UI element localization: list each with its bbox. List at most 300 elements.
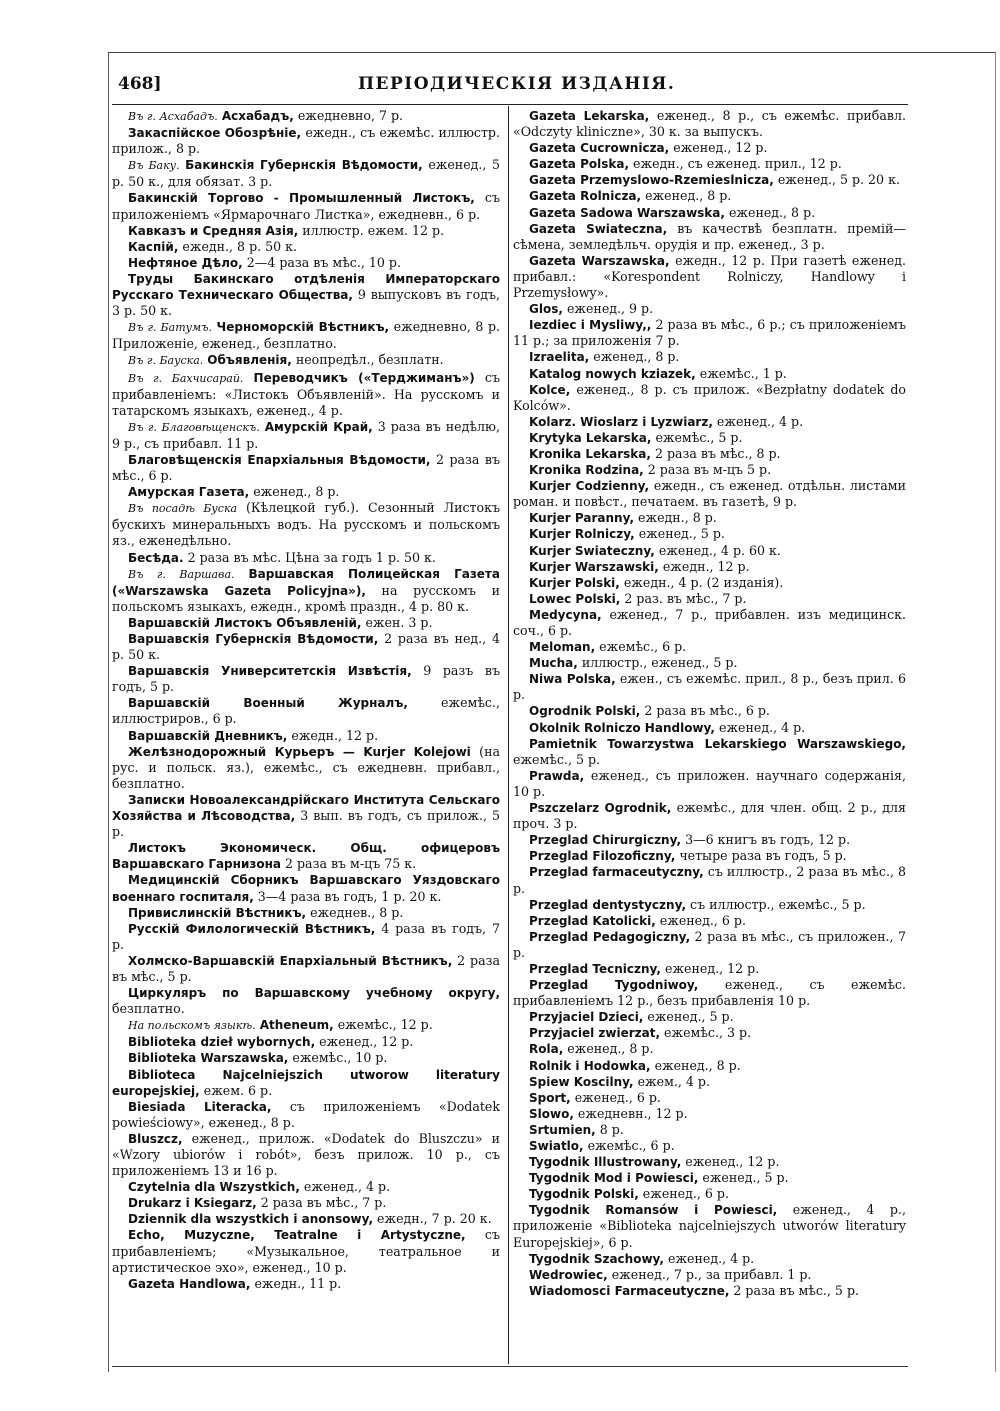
entry-title: Gazeta Polska,: [529, 157, 630, 172]
entry-title: Przyjaciel Dzieci,: [529, 1010, 644, 1025]
entry-details: ежедн., 4 р. (2 изданія).: [623, 574, 784, 590]
entry-details: еженед., 5 р. 50 к., для обязат. 3 р.: [112, 157, 500, 190]
periodical-entry: [513, 655, 906, 671]
entry-title: Tygodnik Illustrowany,: [529, 1155, 682, 1170]
entry-title: Pamietnik Towarzystwa Lekarskiego Warszawskiego,: [529, 736, 906, 751]
entry-title: Pszczelarz Ogrodnik,: [529, 801, 672, 816]
periodical-entry: [513, 510, 906, 526]
entry-title: Przeglad dentystyczny,: [529, 897, 687, 912]
periodical-entry: [513, 671, 906, 703]
periodical-entry: [513, 768, 906, 800]
entry-details: въ качествѣ безплатн. премій—сѣмена, земледѣльч. орудія и пр. еженед., 3 р.: [513, 220, 906, 252]
periodical-entry: [112, 1195, 500, 1211]
entry-title: Lowec Polski,: [529, 591, 621, 606]
entry-details: 4 раза въ годъ, 7 р.: [112, 920, 500, 952]
periodical-entry: [112, 1276, 500, 1292]
entry-title: Iezdiec i Mysliwy,,: [529, 318, 652, 333]
entry-title: Tygodnik Polski,: [529, 1187, 639, 1202]
entry-details: ежедн., 7 р. 20 к.: [377, 1211, 492, 1227]
entry-details: неопредѣл., безплатн.: [295, 352, 444, 368]
entry-location: Въ г. Бахчисарай.: [128, 371, 244, 385]
entry-title: Gazeta Swiateczna,: [529, 221, 668, 236]
entry-details: еженед., 9 р.: [566, 301, 654, 317]
periodical-entry: [513, 366, 906, 382]
page-number: 468]: [118, 74, 162, 94]
entry-details: съ иллюстр., ежемѣс., 5 р.: [690, 896, 866, 912]
periodical-entry: [513, 1074, 906, 1090]
periodical-entry: [513, 736, 906, 768]
periodical-entry: [513, 188, 906, 204]
entry-details: еженед., 8 р.: [654, 1057, 741, 1073]
entry-title: Труды Бакинскаго отдѣленія Императорскаго Русскаго Техническаго Общества,: [112, 271, 500, 303]
entry-details: 9 разъ въ годъ, 5 р.: [112, 663, 500, 695]
entry-title: Slowo,: [529, 1106, 574, 1121]
periodical-entry: [112, 157, 500, 190]
entry-title: Biblioteka dzieł wybornych,: [128, 1035, 316, 1050]
periodical-entry: [513, 639, 906, 655]
entry-details: 2 раза въ мѣс. Цѣна за годъ 1 р. 50 к.: [187, 549, 436, 565]
entry-details: иллюстр. ежем. 12 р.: [302, 222, 445, 238]
entry-title: Gazeta Lekarska,: [529, 109, 650, 123]
periodical-entry: [513, 414, 906, 430]
entry-details: ежедневно, 7 р.: [297, 108, 404, 123]
entry-title: Kronika Lekarska,: [529, 446, 651, 461]
entry-title: Медицинскій Сборникъ Варшавскаго Уяздовскаго военнаго госпиталя,: [112, 873, 500, 904]
entry-details: ежемѣс., 1 р.: [699, 365, 787, 381]
entry-details: ежем., 4 р.: [637, 1073, 710, 1089]
periodical-entry: [513, 961, 906, 977]
entry-title: Dziennik dla wszystkich i anonsowy,: [128, 1212, 374, 1227]
entry-details: ежедн., съ еженед. прил., 12 р.: [633, 156, 842, 172]
entry-details: съ прибавленіемъ; «Музыкальное, театральное и артистическое эхо», еженед., 10 р.: [112, 1227, 500, 1275]
periodical-entry: [112, 370, 500, 419]
periodical-entry: [112, 419, 500, 452]
periodical-entry: [112, 615, 500, 631]
entry-details: еженед., 4 р.: [719, 719, 806, 735]
entry-details: ежедневн., 12 р.: [577, 1105, 688, 1121]
entry-title: Biesiada Literacka,: [128, 1099, 272, 1114]
entry-details: еженед., 4 р.: [716, 413, 804, 429]
periodical-entry: [112, 695, 500, 727]
entry-details: ежеднев., 8 р.: [310, 904, 404, 920]
entry-title: Katalog nowych kziazek,: [529, 366, 696, 381]
entry-title: Kurjer Codzienny,: [529, 479, 650, 494]
periodical-entry: [513, 221, 906, 253]
entry-title: Kurjer Warszawski,: [529, 559, 659, 574]
periodical-entry: [112, 1131, 500, 1179]
entry-title: Rolnik i Hodowka,: [529, 1058, 651, 1073]
entry-title: Przeglad Tecniczny,: [529, 961, 661, 976]
entry-details: еженед., 8 р., съ ежемѣс. прибавл. «Odczyty kliniczne», 30 к. за выпускъ.: [513, 108, 906, 140]
periodical-entry: [112, 953, 500, 985]
periodical-entry: [513, 172, 906, 188]
periodical-entry: [112, 872, 500, 904]
entry-details: съ приложеніемъ «Dodatek powieściowy», еженед., 8 р.: [112, 1098, 500, 1130]
entry-title: Srtumien,: [529, 1122, 596, 1137]
entry-details: еженед., 4 р.: [668, 1250, 755, 1266]
entry-details: ежедн., 12 р. При газетѣ еженед. прибавл.: «Korespondent Rolniczy, Handlowy i Przemysłowy».: [513, 252, 906, 301]
entry-location: Въ г. Благовѣщенскъ.: [128, 420, 260, 434]
entry-details: 2 раза въ мѣс., 6 р.; съ приложеніемъ 11 р.; за приложенія 7 р.: [513, 317, 906, 349]
entry-title: Привислинскій Вѣстникъ,: [128, 905, 307, 920]
entry-title: Kurjer Paranny,: [529, 511, 635, 526]
entry-title: Biblioteca Najcelniejszich utworow literatury europejskiej,: [112, 1067, 500, 1098]
periodical-entry: [513, 108, 906, 140]
entry-details: еженед., 8 р.: [567, 1041, 654, 1057]
entry-details: ежемѣс., 6 р.: [587, 1138, 675, 1153]
entry-details: еженед., 8 р.: [253, 484, 340, 500]
periodical-entry: [513, 1202, 906, 1250]
entry-details: еженед., 4 р. 60 к.: [658, 542, 781, 558]
entry-title: Sport,: [529, 1090, 571, 1105]
column-divider: [508, 106, 509, 1364]
entry-title: Варшавская Полицейская Газета («Warszawska Gazeta Policyjna»),: [112, 566, 500, 598]
entry-title: Mucha,: [529, 656, 578, 671]
periodical-entry: [513, 1041, 906, 1057]
entry-details: съ иллюстр., 2 раза въ мѣс., 8 р.: [513, 864, 906, 896]
entry-title: Tygodnik Mod i Powiesci,: [529, 1171, 699, 1186]
entry-details: 8 р.: [599, 1121, 624, 1137]
entry-location: Въ г. Батумъ.: [128, 321, 212, 335]
periodical-entry: [513, 349, 906, 365]
entry-title: Каспій,: [128, 239, 179, 254]
periodical-entry: [112, 352, 500, 369]
entry-details: 2 раза въ мѣс., 7 р.: [260, 1195, 387, 1211]
entry-title: Варшавскій Военный Журналъ,: [128, 696, 408, 711]
periodical-entry: [513, 446, 906, 462]
entry-title: Czytelnia dla Wszystkich,: [128, 1180, 300, 1195]
periodical-entry: [513, 156, 906, 172]
entry-details: 3—6 книгъ въ годъ, 12 р.: [685, 832, 851, 848]
periodical-entry: [112, 921, 500, 953]
entry-title: Kolarz. Wioslarz i Lyzwiarz,: [529, 414, 713, 429]
periodical-entry: [112, 792, 500, 840]
entry-details: еженед., 6 р.: [659, 912, 746, 928]
entry-title: Gazeta Rolnicza,: [529, 189, 642, 204]
entry-details: ежедн., 12 р.: [291, 727, 379, 743]
entry-title: Tygodnik Szachowy,: [529, 1251, 664, 1266]
periodical-entry: [513, 1251, 906, 1267]
entry-details: еженед., 6 р.: [642, 1186, 729, 1202]
periodical-entry: [513, 478, 906, 510]
entry-title: Kurjer Swiateczny,: [529, 543, 655, 558]
entry-title: Drukarz i Ksiegarz,: [128, 1196, 257, 1211]
entry-details: ежедн., 8 р.: [638, 510, 717, 526]
entry-title: Glos,: [529, 302, 563, 317]
entry-details: 9 выпусковъ въ годъ, 3 р. 50 к.: [112, 287, 500, 319]
periodical-entry: [112, 550, 500, 566]
running-title: ПЕРІОДИЧЕСКІЯ ИЗДАНІЯ.: [358, 74, 676, 94]
entry-details: иллюстр., еженед., 5 р.: [581, 655, 738, 671]
entry-title: Spiew Koscilny,: [529, 1074, 634, 1089]
entry-details: еженед., 5 р.: [702, 1170, 789, 1186]
entry-details: 2 раза въ м-цъ 75 к.: [284, 856, 417, 872]
entry-location: Въ г. Бауска.: [128, 354, 204, 368]
periodical-entry: [513, 1009, 906, 1025]
entry-title: Kolce,: [529, 382, 571, 397]
entry-title: Swiatlo,: [529, 1139, 584, 1153]
periodical-entry: [112, 744, 500, 792]
periodical-entry: [513, 977, 906, 1009]
periodical-entry: [112, 905, 500, 921]
periodical-entry: [513, 1283, 906, 1299]
entry-title: Echo, Muzyczne, Teatralne i Artystyczne,: [128, 1228, 466, 1243]
periodical-entry: [112, 271, 500, 319]
entry-details: ежемѣс., 10 р.: [292, 1050, 388, 1066]
entry-title: Kronika Rodzina,: [529, 463, 644, 478]
periodical-entry: [112, 1227, 500, 1275]
periodical-entry: [513, 800, 906, 832]
entry-details: еженед., 12 р.: [685, 1154, 780, 1170]
entry-title: Амурская Газета,: [128, 485, 250, 500]
entry-details: (Кѣлецкой губ.). Сезонный Листокъ буcкихъ минеральныхъ водъ. На русскомъ и польскомъ яз., еженедѣльно.: [112, 500, 500, 549]
periodical-entry: [112, 663, 500, 695]
entry-title: Biblioteka Warszawska,: [128, 1051, 289, 1066]
entry-title: Варшавскій Листокъ Объявленій,: [128, 615, 362, 630]
entry-details: еженед., 12 р.: [673, 140, 768, 156]
entry-title: Варшавскія Университетскія Извѣстія,: [128, 664, 412, 679]
periodical-entry: [112, 500, 500, 549]
periodical-entry: [513, 301, 906, 317]
entry-details: еженед., 5 р. 20 к.: [777, 172, 900, 188]
periodical-entry: [513, 382, 906, 414]
periodical-entry: [112, 223, 500, 239]
periodical-entry: [513, 140, 906, 156]
entry-location: Въ г. Асхабадъ.: [128, 110, 218, 123]
entry-title: Przeglad farmaceutyczny,: [529, 865, 704, 880]
periodical-entry: [513, 543, 906, 559]
entry-details: 2 раза въ м-цъ 5 р.: [647, 462, 772, 478]
entry-details: 2 раза въ мѣс., 5 р.: [112, 952, 500, 984]
periodical-entry: [513, 1106, 906, 1122]
entry-details: съ прибавленіемъ: «Листокъ Объявленій». На русскомъ и татарскомъ языкахъ, еженед., 4 р.: [112, 369, 500, 418]
entry-details: еженед., 5 р.: [647, 1009, 734, 1025]
entry-details: еженед., 12 р.: [665, 960, 760, 976]
entry-details: ежедневно, 8 р. Приложеніе, еженед., безплатно.: [112, 319, 501, 352]
periodical-entry: [513, 430, 906, 446]
entry-details: безплатно.: [112, 1001, 185, 1017]
entry-details: 2 раза въ нед., 4 р. 50 к.: [112, 631, 500, 663]
entry-title: Krytyka Lekarska,: [529, 430, 652, 445]
entry-details: еженед., 8 р.: [593, 349, 680, 365]
entry-details: 2 раза въ мѣс., 5 р.: [733, 1282, 860, 1298]
entry-title: Gazeta Sadowa Warszawska,: [529, 205, 725, 220]
periodical-entry: [112, 566, 500, 615]
entry-title: Prawda,: [529, 768, 585, 783]
periodical-entry: [513, 462, 906, 478]
entry-title: Kurjer Polski,: [529, 575, 620, 590]
periodical-entry: [513, 1058, 906, 1074]
periodical-entry: [112, 631, 500, 663]
entry-title: Циркуляръ по Варшавскому учебному округу,: [128, 986, 500, 1001]
entry-title: Варшавскія Губернскія Вѣдомости,: [128, 632, 379, 646]
periodical-entry: [513, 848, 906, 864]
entry-details: ежемѣс., для член. общ. 2 р., для проч. 3 р.: [513, 800, 906, 832]
periodical-entry: [513, 575, 906, 591]
entry-title: Записки Новоалександрійскаго Института Сельскаго Хозяйства и Лѣсоводства,: [112, 792, 500, 824]
right-column: [513, 108, 906, 1299]
periodical-entry: [112, 125, 500, 157]
entry-details: 3 вып. въ годъ, съ прилож., 5 р.: [112, 808, 500, 840]
entry-title: Przeglad Chirurgiczny,: [529, 833, 682, 848]
periodical-entry: [513, 720, 906, 736]
entry-title: Meloman,: [529, 640, 596, 655]
entry-details: 2 раза въ мѣс., 8 р.: [654, 445, 781, 461]
periodical-entry: [513, 832, 906, 848]
periodical-entry: [112, 239, 500, 255]
entry-details: съ приложеніемъ «Ярмарочнаго Листка», ежедневн., 6 р.: [112, 190, 500, 222]
periodical-entry: [513, 913, 906, 929]
entry-details: еженед., 12 р.: [319, 1034, 414, 1050]
periodical-entry: [112, 319, 500, 352]
entry-details: ежем. 6 р.: [203, 1082, 273, 1098]
entry-details: еженед., 7 р., за прибавл. 1 р.: [611, 1266, 812, 1282]
entry-title: Желѣзнодорожный Курьеръ — Kurjer Kolejowi: [128, 744, 471, 759]
periodical-entry: [513, 526, 906, 542]
entry-details: еженед., 8 р. съ прилож. «Bezpłatny dodatek do Kolców».: [513, 381, 906, 413]
entry-details: еженед., 4 р., приложеніе «Biblioteka najcelniejszych utworów literatury Europejskiej», 6 р.: [513, 1202, 906, 1250]
entry-title: Bluszcz,: [128, 1131, 183, 1146]
entry-details: (на рус. и польск. яз.), ежемѣс., съ ежедневн. прибавл., безплатно.: [112, 743, 500, 791]
entry-title: Gazeta Handlowa,: [128, 1276, 251, 1291]
entry-location: Въ г. Варшава.: [128, 567, 235, 581]
entry-title: Niwa Polska,: [529, 672, 616, 687]
periodical-entry: [513, 317, 906, 349]
entry-details: 2 раз. въ мѣс., 7 р.: [624, 590, 747, 606]
entry-title: Варшавскій Дневникъ,: [128, 728, 288, 743]
entry-details: еженед., 8 р.: [728, 204, 816, 220]
entry-details: ежен. 3 р.: [365, 614, 433, 630]
entry-details: еженед., прилож. «Dodatek do Bluszczu» и «Wzory ubiorów i robót», безъ прилож. 10 р., съ приложеніемъ 13 и 16 р.: [112, 1130, 500, 1179]
entry-title: Бесѣда.: [128, 550, 184, 565]
periodical-entry: [513, 1186, 906, 1202]
entry-title: Rola,: [529, 1042, 564, 1057]
entry-title: Gazeta Cucrownicza,: [529, 141, 670, 156]
periodical-entry: [112, 452, 500, 484]
left-column: [112, 108, 500, 1292]
periodical-entry: [112, 1179, 500, 1195]
entry-details: ежедн., 8 р. 50 к.: [182, 238, 298, 254]
entry-title: Przeglad Filozoficzny,: [529, 849, 676, 864]
periodical-entry: [112, 1050, 500, 1066]
entry-location: На польскомъ языкѣ.: [128, 1019, 256, 1033]
entry-details: 2 раза въ мѣс., 6 р.: [112, 451, 500, 484]
periodical-entry: [513, 205, 906, 221]
periodical-entry: [112, 728, 500, 744]
entry-title: Закаспійское Обозрѣніе,: [128, 126, 302, 141]
periodical-entry: [513, 253, 906, 301]
entry-title: Русскій Филологическій Вѣстникъ,: [128, 921, 376, 936]
entry-title: Kurjer Rolniczy,: [529, 527, 635, 542]
periodical-entry: [513, 1154, 906, 1170]
entry-details: 3—4 раза въ годъ, 1 р. 20 к.: [257, 888, 442, 904]
entry-title: Przyjaciel zwierzat,: [529, 1026, 661, 1041]
page-header: [118, 74, 908, 100]
page-frame-left: [108, 52, 109, 1372]
entry-details: ежемѣс., 5 р.: [513, 751, 601, 767]
entry-location: Въ посадѣ Буска: [128, 502, 238, 516]
entry-details: еженед., съ приложен. научнаго содержанія, 10 р.: [513, 767, 906, 799]
entry-title: Кавказъ и Средняя Азія,: [128, 223, 299, 238]
entry-details: четыре раза въ годъ, 5 р.: [679, 848, 847, 864]
entry-details: 3 раза въ недѣлю, 9 р., съ прибавл. 11 р.: [112, 418, 500, 451]
page-frame-top: [108, 52, 996, 53]
entry-title: Izraelita,: [529, 350, 590, 365]
entry-title: Благовѣщенскія Епархіальныя Вѣдомости,: [128, 452, 431, 467]
entry-title: Бакинскій Торгово - Промышленный Листокъ,: [128, 191, 475, 206]
bottom-rule: [112, 1366, 908, 1367]
entry-details: 2 раза въ мѣс., 6 р.: [644, 703, 770, 719]
entry-title: Асхабадъ,: [221, 109, 294, 123]
periodical-entry: [513, 1267, 906, 1283]
entry-details: ежемѣс., иллюстриров., 6 р.: [112, 695, 500, 727]
periodical-entry: [513, 1122, 906, 1138]
periodical-entry: [513, 1090, 906, 1106]
entry-title: Przeglad Pedagogiczny,: [529, 929, 691, 944]
entry-title: Ogrodnik Polski,: [529, 704, 641, 719]
entry-details: еженед., 4 р.: [303, 1179, 391, 1195]
entry-title: Холмско-Варшавскій Епархіальный Вѣстникъ,: [128, 953, 453, 968]
entry-details: еженед., 8 р.: [645, 188, 732, 204]
periodical-entry: [112, 484, 500, 500]
periodical-entry: [112, 840, 500, 872]
entry-title: Wedrowiec,: [529, 1267, 608, 1282]
entry-details: ежемѣс., 6 р.: [599, 639, 687, 655]
entry-details: ежедн., 12 р.: [662, 558, 750, 574]
entry-details: еженед., съ ежемѣс. прибавленіемъ 12 р., безъ прибавленія 10 р.: [513, 977, 906, 1009]
entry-title: Okolnik Rolniczo Handlowy,: [529, 720, 715, 735]
entry-details: еженед., 5 р.: [638, 526, 725, 542]
entry-details: на русскомъ и польскомъ языкахъ, ежедн., кромѣ праздн., 4 р. 80 к.: [112, 582, 500, 614]
periodical-entry: [112, 1211, 500, 1227]
periodical-entry: [513, 1138, 906, 1154]
periodical-entry: [112, 1067, 500, 1099]
entry-details: ежемѣс., 3 р.: [664, 1025, 752, 1041]
periodical-entry: [513, 929, 906, 961]
entry-details: ежемѣс., 5 р.: [655, 429, 743, 445]
entry-title: Амурскій Край,: [264, 419, 373, 434]
page-frame-right: [995, 52, 996, 1372]
entry-title: Переводчикъ («Терджиманъ»): [253, 370, 475, 385]
entry-title: Medycyna,: [529, 607, 602, 622]
periodical-entry: [112, 190, 500, 222]
periodical-entry: [112, 1017, 500, 1034]
entry-title: Przeglad Tygodniwoy,: [529, 978, 699, 993]
entry-title: Объявленія,: [207, 353, 292, 368]
entry-details: еженед., 6 р.: [574, 1089, 661, 1105]
periodical-entry: [112, 1034, 500, 1050]
entry-details: 2—4 раза въ мѣс., 10 р.: [246, 254, 401, 270]
periodical-entry: [513, 897, 906, 913]
periodical-entry: [112, 255, 500, 271]
entry-title: Atheneum,: [259, 1018, 334, 1033]
entry-title: Tygodnik Romansów i Powiesci,: [529, 1203, 778, 1218]
entry-details: 2 раза въ мѣс., съ приложен., 7 р.: [513, 928, 906, 960]
entry-location: Въ Баку.: [128, 159, 180, 173]
periodical-entry: [513, 703, 906, 719]
entry-title: Gazeta Przemyslowo-Rzemieslnicza,: [529, 173, 774, 188]
entry-details: ежедн., съ еженед. отдѣльн. листами роман. и повѣст., печатаем. въ газетѣ, 9 р.: [513, 478, 906, 510]
periodical-entry: [513, 1170, 906, 1186]
periodical-entry: [513, 559, 906, 575]
entry-title: Gazeta Warszawska,: [529, 253, 670, 268]
entry-title: Черноморскій Вѣстникъ,: [216, 320, 390, 335]
periodical-entry: [513, 1025, 906, 1041]
header-rule: [112, 104, 908, 105]
periodical-entry: [112, 108, 500, 125]
entry-title: Przeglad Katolicki,: [529, 913, 656, 928]
periodical-entry: [513, 607, 906, 639]
